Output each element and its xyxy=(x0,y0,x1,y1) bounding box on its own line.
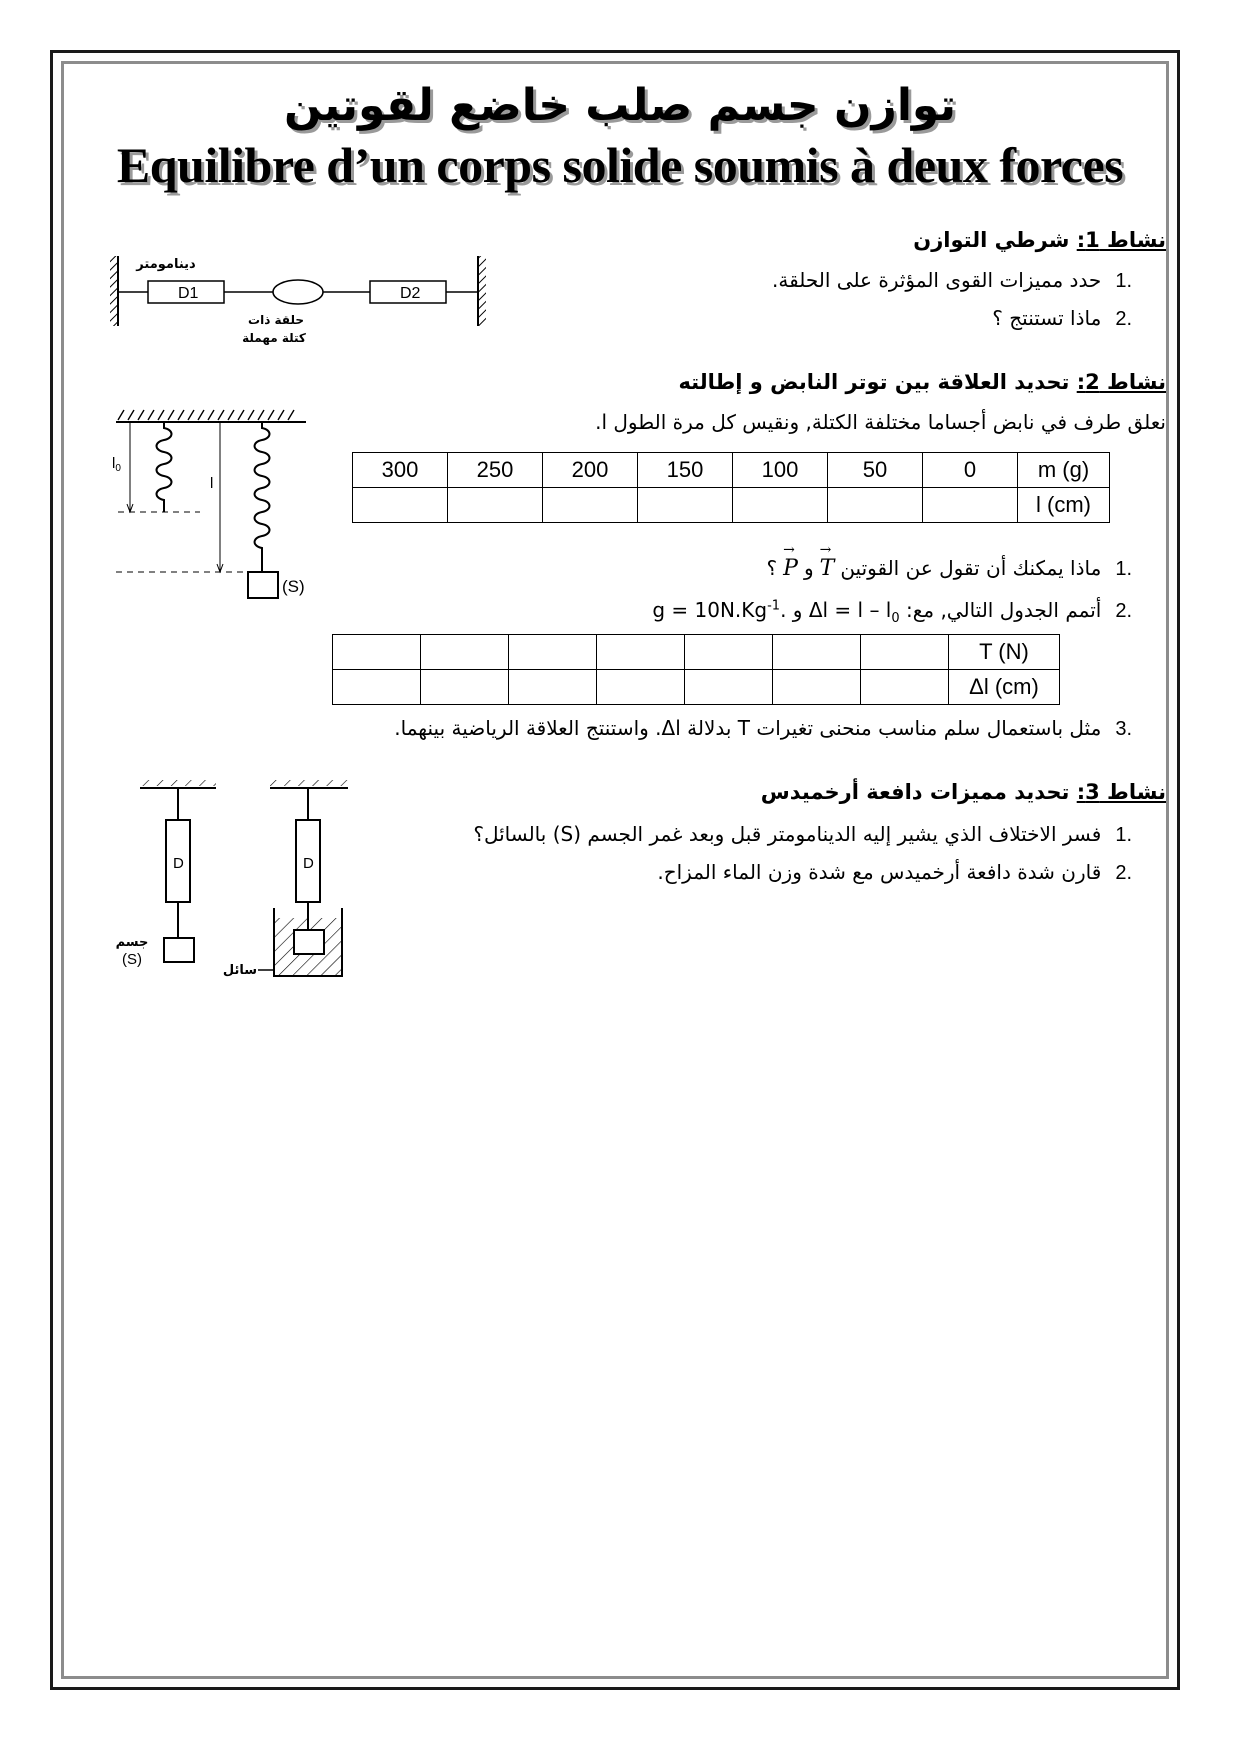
table-cell-empty[interactable] xyxy=(773,635,861,670)
d-left-label: D xyxy=(173,855,184,872)
table-cell-empty[interactable] xyxy=(543,488,638,523)
table-cell: 150 xyxy=(638,453,733,488)
table-cell-empty[interactable] xyxy=(448,488,543,523)
activity2-item3 xyxy=(394,716,1132,741)
table-cell-empty[interactable] xyxy=(597,635,685,670)
liquid-label: سائل xyxy=(222,963,258,978)
table-cell-empty[interactable] xyxy=(733,488,828,523)
activity2-intro: نعلق طرف في نابض أجساما مختلفة الكتلة, ونقيس كل مرة الطول l. xyxy=(595,410,1166,434)
item-text: أتمم الجدول التالي, مع: xyxy=(906,598,1102,622)
body-label: جسم xyxy=(115,935,149,950)
table-cell-empty[interactable] xyxy=(421,635,509,670)
body-s-submerged xyxy=(294,930,324,954)
activity2-item1 xyxy=(766,542,1132,581)
title-arabic: توازن جسم صلب خاضع لقوتين xyxy=(283,80,957,131)
mass-s xyxy=(248,572,278,598)
table-cell-empty[interactable] xyxy=(828,488,923,523)
table-cell-empty[interactable] xyxy=(923,488,1018,523)
item-text: قارن شدة دافعة أرخميدس مع شدة وزن الماء المزاح. xyxy=(657,860,1102,884)
activity1-label: نشاط 1: xyxy=(1076,228,1166,252)
table-cell-empty[interactable] xyxy=(861,635,949,670)
l-label: l xyxy=(210,475,214,492)
activity2-heading: تحديد العلاقة بين توتر النابض و إطالته xyxy=(678,370,1070,394)
item-text: ماذا يمكنك أن تقول عن القوتين xyxy=(840,556,1102,580)
ring xyxy=(273,280,323,304)
item-number: .1 xyxy=(1115,270,1132,292)
table-cell-empty[interactable] xyxy=(509,670,597,705)
table-cell-empty[interactable] xyxy=(861,670,949,705)
table-cell-empty[interactable] xyxy=(597,670,685,705)
table-header-cell: l (cm) xyxy=(1018,488,1110,523)
activity3-figure xyxy=(110,776,370,996)
vector-t: → T xyxy=(819,542,835,581)
d1-label: D1 xyxy=(178,285,199,302)
mass-length-table xyxy=(352,452,1110,523)
left-wall xyxy=(110,256,118,326)
d-right-label: D xyxy=(303,855,314,872)
table-cell-empty[interactable] xyxy=(353,488,448,523)
spring-loaded xyxy=(255,422,270,572)
delta-l-formula: $\Delta l = l - l_0$ xyxy=(808,598,900,626)
activity3-title xyxy=(761,780,1166,804)
table-header-cell: Δl (cm) xyxy=(949,670,1060,705)
table-cell-empty[interactable] xyxy=(685,635,773,670)
item-number: .2 xyxy=(1115,862,1132,884)
l0-label: $l_0$ xyxy=(112,455,121,474)
activity1-item1 xyxy=(772,268,1132,293)
table-header-cell: m (g) xyxy=(1018,453,1110,488)
table-cell: 50 xyxy=(828,453,923,488)
item-text: فسر الاختلاف الذي يشير إليه الدينامومتر قبل وبعد غمر الجسم (S) بالسائل؟ xyxy=(473,822,1102,846)
table-cell: 250 xyxy=(448,453,543,488)
item-text: ماذا تستنتج ؟ xyxy=(992,306,1102,330)
activity3-item2 xyxy=(657,860,1132,885)
tension-elongation-table xyxy=(332,634,1060,705)
table-cell-empty[interactable] xyxy=(509,635,597,670)
activity1-figure xyxy=(106,248,486,358)
activity3-heading: تحديد مميزات دافعة أرخميدس xyxy=(760,780,1070,804)
d2-label: D2 xyxy=(400,285,421,302)
ring-label-line2: كتلة مهملة xyxy=(242,331,306,345)
body-s-left xyxy=(164,938,194,962)
ceiling-hatch xyxy=(118,410,294,420)
table-row xyxy=(333,635,1060,670)
activity1-title xyxy=(913,228,1166,252)
item-number: .2 xyxy=(1115,308,1132,330)
item-text: مثل باستعمال سلم مناسب منحنى تغيرات T بدلالة Δl. واستنتج العلاقة الرياضية بينهما. xyxy=(394,716,1102,740)
activity1-heading: شرطي التوازن xyxy=(913,228,1070,252)
right-wall xyxy=(478,256,486,326)
item-number: .1 xyxy=(1115,824,1132,846)
s-label: (S) xyxy=(282,577,305,596)
vector-p: → P xyxy=(783,542,798,581)
question-mark: ؟ xyxy=(766,556,778,580)
activity3-item1 xyxy=(473,822,1132,847)
table-cell-empty[interactable] xyxy=(333,670,421,705)
table-cell-empty[interactable] xyxy=(421,670,509,705)
table-row xyxy=(353,453,1110,488)
table-row xyxy=(333,670,1060,705)
table-cell-empty[interactable] xyxy=(638,488,733,523)
activity2-label: نشاط 2: xyxy=(1076,370,1166,394)
table-header-cell: T (N) xyxy=(949,635,1060,670)
table-cell: 300 xyxy=(353,453,448,488)
body-s-label: (S) xyxy=(122,951,142,968)
activity2-item2 xyxy=(652,598,1132,626)
activity2-title xyxy=(678,370,1166,394)
and-word: و xyxy=(792,598,803,622)
ring-label-line1: حلقة ذات xyxy=(248,313,304,327)
dynamometer-label: دينامومتر xyxy=(136,257,196,272)
activity2-spring-figure xyxy=(110,408,310,608)
table-cell: 200 xyxy=(543,453,638,488)
item-number: .3 xyxy=(1115,718,1132,740)
table-cell-empty[interactable] xyxy=(685,670,773,705)
table-cell-empty[interactable] xyxy=(773,670,861,705)
activity1-item2 xyxy=(992,306,1132,331)
table-cell: 100 xyxy=(733,453,828,488)
item-text: حدد مميزات القوى المؤثرة على الحلقة. xyxy=(772,268,1102,292)
g-value: $g = 10N.Kg^{-1}$. xyxy=(652,598,787,622)
table-cell-empty[interactable] xyxy=(333,635,421,670)
table-cell: 0 xyxy=(923,453,1018,488)
spring-unloaded xyxy=(157,422,172,512)
item-number: .1 xyxy=(1115,558,1132,580)
table-row xyxy=(353,488,1110,523)
item-number: .2 xyxy=(1115,600,1132,622)
title-french: Equilibre d’un corps solide soumis à deux forces xyxy=(116,137,1124,193)
activity3-label: نشاط 3: xyxy=(1076,780,1166,804)
and-word: و xyxy=(803,556,814,580)
